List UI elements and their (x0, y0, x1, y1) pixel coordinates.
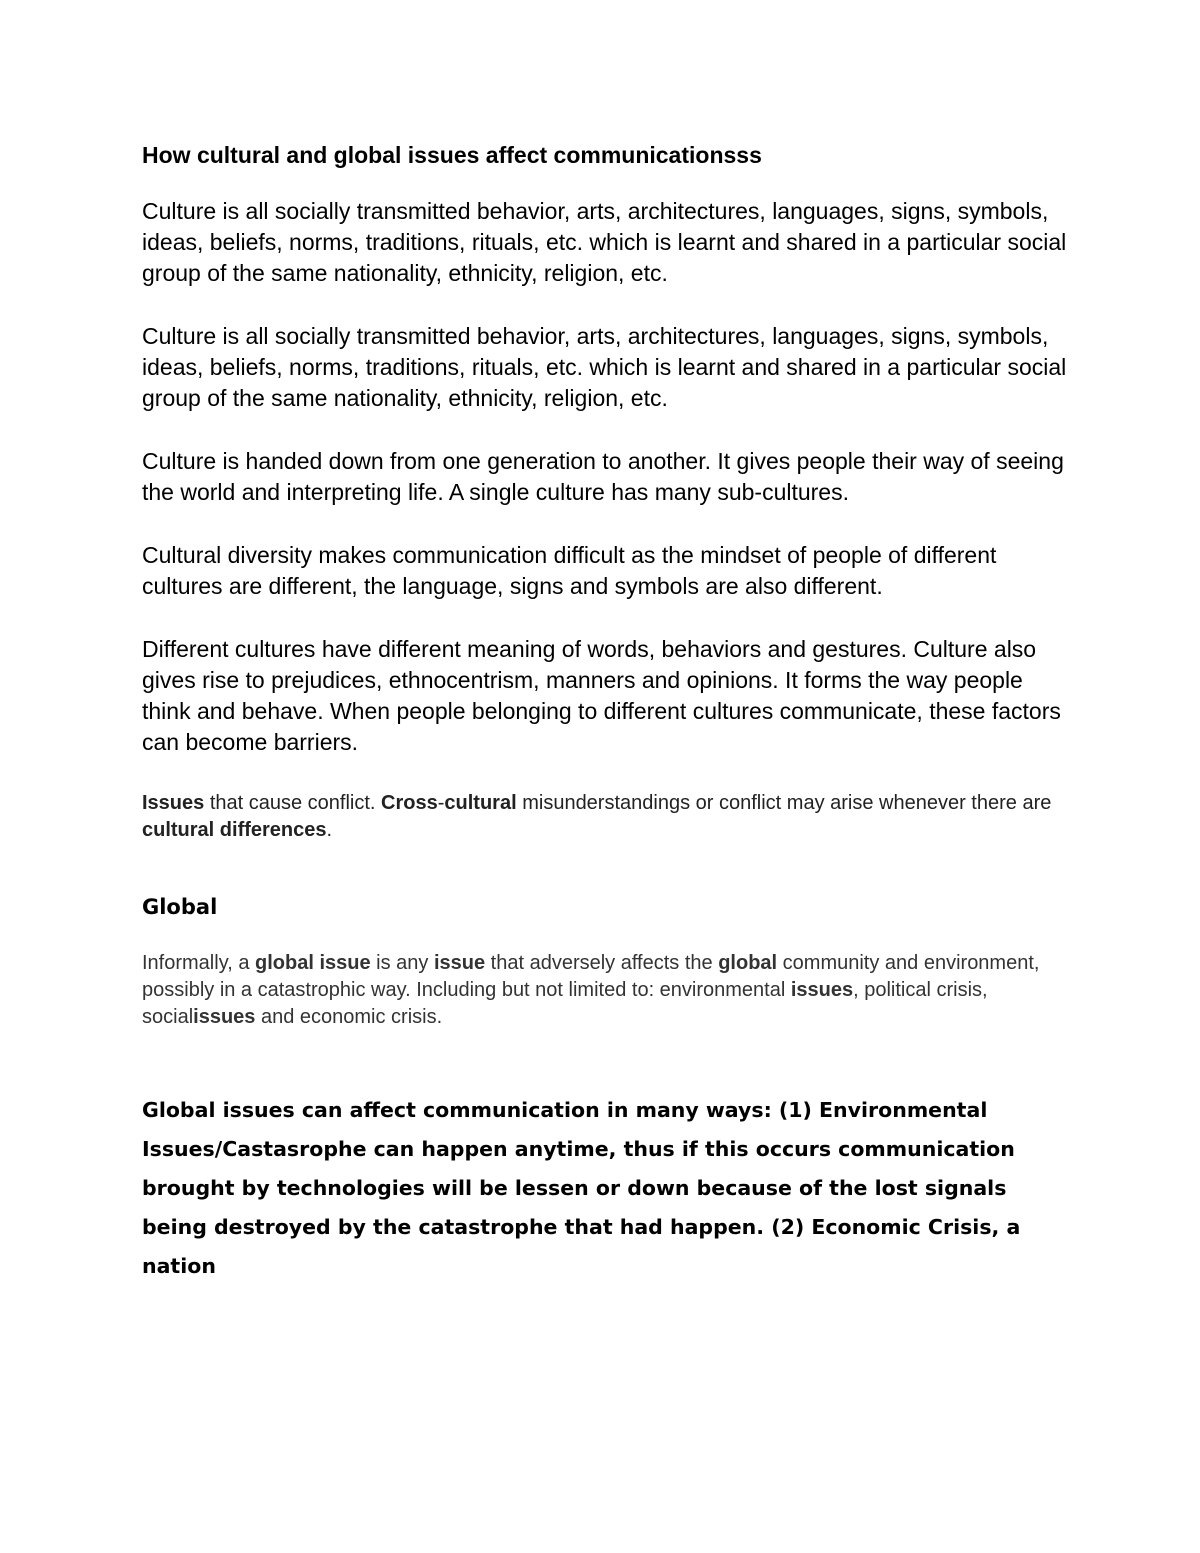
paragraph-issues-conflict (142, 790, 1072, 844)
text-run: is any (370, 952, 434, 974)
paragraph-cultural-diversity: Cultural diversity makes communication difficult as the mindset of people of different cultures are different, the language, signs and symbols are also different. (142, 542, 997, 599)
text-run: Informally, a (142, 952, 255, 974)
text-run: . (326, 819, 333, 841)
text-run: misunderstandings or conflict may arise whenever there are (516, 792, 1052, 814)
text-bold: Cross (381, 792, 438, 814)
text-bold: issues (193, 1006, 256, 1028)
text-bold: Issues (142, 792, 205, 814)
paragraph-culture-handed-down: Culture is handed down from one generation to another. It gives people their way of seeing the world and interpreting life. A single culture has many sub-cultures. (142, 448, 1064, 505)
section-heading-global: Global (142, 895, 218, 919)
text-run: that adversely affects the (485, 952, 719, 974)
paragraph-culture-definition-repeat: Culture is all socially transmitted behavior, arts, architectures, languages, signs, symbols, ideas, beliefs, norms, traditions, rituals, etc. which is learnt and shared in a particular social group of the same nationality, ethnicity, religion, etc. (142, 323, 1067, 411)
paragraph-different-cultures: Different cultures have different meaning of words, behaviors and gestures. Culture also gives rise to prejudices, ethnocentrism, manners and opinions. It forms the way people think and behave. When people belonging to different cultures communicate, these factors can become barriers. (142, 636, 1061, 755)
text-bold: cultural (444, 792, 517, 814)
text-run: that cause conflict. (204, 792, 382, 814)
text-run: community and environment, possibly in a catastrophic way. Including but not limited to: environmental (142, 952, 1040, 1001)
text-run: , political crisis, social (142, 979, 988, 1028)
text-bold: issue (433, 952, 486, 974)
text-bold: global (718, 952, 778, 974)
text-run: - (437, 792, 445, 814)
text-run: and economic crisis. (255, 1006, 443, 1028)
paragraph-culture-definition: Culture is all socially transmitted behavior, arts, architectures, languages, signs, symbols, ideas, beliefs, norms, traditions, rituals, etc. which is learnt and shared in a particular social group of the same nationality, ethnicity, religion, etc. (142, 198, 1067, 286)
document-title: How cultural and global issues affect communicationsss (142, 142, 762, 168)
document-body (142, 138, 1072, 1286)
paragraph-global-issues-affect: Global issues can affect communication in many ways: (1) Environmental Issues/Castasrophe can happen anytime, thus if this occurs communication brought by technologies will be lessen or down because of the lost signals being destroyed by the catastrophe that had happen. (2) Economic Crisis, a nation (142, 1098, 1021, 1278)
text-bold: cultural differences (142, 819, 327, 841)
text-bold: issues (790, 979, 854, 1001)
text-bold: global issue (255, 952, 371, 974)
paragraph-global-issue (142, 950, 1072, 1031)
